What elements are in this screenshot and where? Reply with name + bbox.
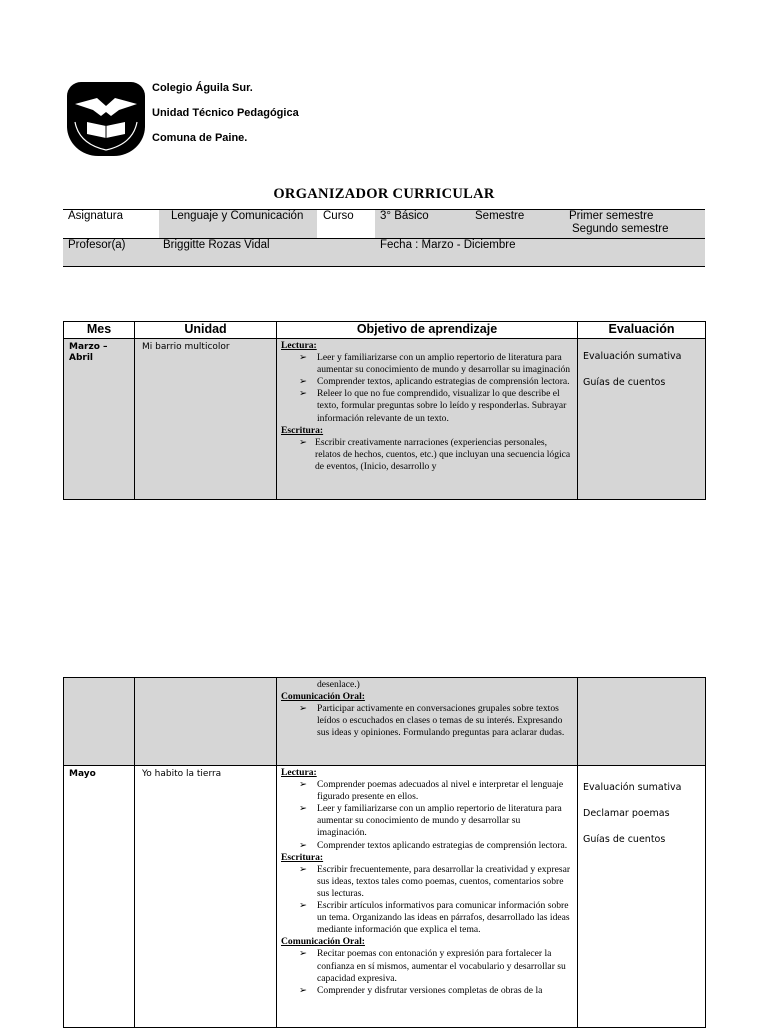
arrow-bullet-icon: ➢ bbox=[299, 779, 308, 791]
header-mes: Mes bbox=[64, 322, 135, 339]
arrow-bullet-icon: ➢ bbox=[299, 948, 308, 960]
month-cell: Marzo – Abril bbox=[64, 339, 135, 500]
fecha-value: Fecha : Marzo - Diciembre bbox=[380, 239, 516, 251]
info-row-teacher bbox=[63, 239, 705, 266]
table-row bbox=[64, 766, 706, 1028]
unit-cell: Yo habito la tierra bbox=[135, 766, 277, 1028]
arrow-bullet-icon: ➢ bbox=[299, 388, 308, 400]
school-name: Colegio Águila Sur. bbox=[152, 82, 253, 94]
arrow-bullet-icon: ➢ bbox=[299, 984, 308, 996]
evaluation-cell bbox=[578, 766, 706, 1028]
objectives-cell bbox=[277, 339, 578, 500]
header-evaluacion: Evaluación bbox=[578, 322, 706, 339]
school-logo bbox=[67, 82, 145, 156]
arrow-bullet-icon: ➢ bbox=[299, 352, 308, 364]
list-item: ➢ Participar activamente en conversaciones grupales sobre textos leídos o escuchados en clases o temas de su interés. Expresando sus ideas y opiniones. Formulando preguntas para aclarar dudas. bbox=[299, 703, 565, 739]
table-header-row bbox=[64, 322, 706, 339]
section-title-lectura: Lectura: bbox=[281, 340, 317, 351]
list-item: ➢ Escribir artículos informativos para comunicar información sobre un tema. Organizando las ideas en párrafos, desarrollado las ideas mediante información que explica el tema. bbox=[299, 900, 570, 936]
header-unidad: Unidad bbox=[135, 322, 277, 339]
evaluation-item: Guías de cuentos bbox=[583, 377, 666, 388]
school-unit: Unidad Técnico Pedagógica bbox=[152, 107, 299, 119]
asignatura-label: Asignatura bbox=[68, 210, 123, 222]
curso-value: 3° Básico bbox=[375, 210, 471, 238]
month-cell-empty bbox=[64, 678, 135, 766]
section-title-escritura: Escritura: bbox=[281, 851, 324, 863]
arrow-bullet-icon: ➢ bbox=[299, 900, 308, 912]
evaluation-item: Evaluación sumativa bbox=[583, 782, 682, 793]
evaluation-cell-empty bbox=[578, 678, 706, 766]
unit-cell: Mi barrio multicolor bbox=[135, 339, 277, 500]
curriculum-table-2 bbox=[63, 677, 706, 1028]
list-item: ➢ Leer y familiarizarse con un amplio repertorio de literatura para aumentar su conocimiento de mundo y desarrollar su imaginación bbox=[299, 352, 571, 376]
list-item: ➢ Releer lo que no fue comprendido, visualizar lo que describe el texto, formular preguntas sobre lo leído y responderlas. Subrayar información relevante de un texto. bbox=[299, 388, 567, 424]
unit-cell-empty bbox=[135, 678, 277, 766]
asignatura-value: Lenguaje y Comunicación bbox=[159, 210, 317, 238]
arrow-bullet-icon: ➢ bbox=[299, 376, 308, 388]
arrow-bullet-icon: ➢ bbox=[299, 803, 308, 815]
list-item: ➢ Comprender y disfrutar versiones completas de obras de la bbox=[299, 984, 543, 996]
list-item: ➢ Recitar poemas con entonación y expresión para fortalecer la confianza en sí mismos, aumentar el vocabulario y desarrollar su capacidad expresiva. bbox=[299, 948, 566, 984]
header-objetivo: Objetivo de aprendizaje bbox=[277, 322, 578, 339]
page-title: ORGANIZADOR CURRICULAR bbox=[273, 186, 495, 202]
list-item: ➢ Comprender poemas adecuados al nivel e interpretar el lenguaje figurado presente en ellos. bbox=[299, 779, 564, 803]
info-row-subject bbox=[63, 210, 705, 239]
semestre-value-2: Segundo semestre bbox=[572, 223, 669, 235]
month-cell: Mayo bbox=[64, 766, 135, 1028]
school-commune: Comuna de Paine. bbox=[152, 132, 248, 144]
section-title-escritura: Escritura: bbox=[281, 424, 324, 436]
list-item: ➢ Comprender textos aplicando estrategias de comprensión lectora. bbox=[299, 839, 568, 851]
curriculum-table-1 bbox=[63, 321, 706, 500]
profesor-value: Briggitte Rozas Vidal bbox=[163, 239, 270, 251]
eagle-emblem-icon bbox=[67, 82, 145, 156]
arrow-bullet-icon: ➢ bbox=[299, 839, 308, 851]
semestre-value bbox=[565, 210, 705, 238]
arrow-bullet-icon: ➢ bbox=[299, 703, 308, 715]
table-row bbox=[64, 678, 706, 766]
evaluation-item: Declamar poemas bbox=[583, 808, 670, 819]
semestre-label: Semestre bbox=[471, 210, 565, 238]
section-title-comunicacion-oral: Comunicación Oral: bbox=[281, 691, 365, 703]
evaluation-cell bbox=[578, 339, 706, 500]
evaluation-item: Evaluación sumativa bbox=[583, 351, 682, 362]
semestre-value-1: Primer semestre bbox=[569, 210, 654, 222]
section-title-comunicacion-oral: Comunicación Oral: bbox=[281, 936, 365, 948]
continuation-text: desenlace.) bbox=[317, 679, 360, 690]
arrow-bullet-icon: ➢ bbox=[299, 863, 308, 875]
curso-label: Curso bbox=[323, 210, 354, 222]
list-item: ➢ Comprender textos, aplicando estrategias de comprensión lectora. bbox=[299, 376, 570, 388]
list-item: ➢ Leer y familiarizarse con un amplio repertorio de literatura para aumentar su conocimiento de mundo y desarrollar su imaginación. bbox=[299, 803, 562, 839]
list-item: ➢ Escribir frecuentemente, para desarrollar la creatividad y expresar sus ideas, textos tales como poemas, cuentos, comentarios sobre sus lecturas. bbox=[299, 863, 571, 899]
list-item: ➢ Escribir creativamente narraciones (experiencias personales, relatos de hechos, cuentos, etc.) que incluyan una secuencia lógica de eventos, (Inicio, desarrollo y bbox=[299, 436, 571, 472]
course-info-table bbox=[63, 209, 705, 267]
section-title-lectura: Lectura: bbox=[281, 767, 317, 778]
table-row bbox=[64, 339, 706, 500]
evaluation-item: Guías de cuentos bbox=[583, 834, 666, 845]
profesor-label: Profesor(a) bbox=[68, 239, 126, 251]
objectives-cell bbox=[277, 766, 578, 1028]
arrow-bullet-icon: ➢ bbox=[299, 436, 308, 448]
objectives-cell bbox=[277, 678, 578, 766]
